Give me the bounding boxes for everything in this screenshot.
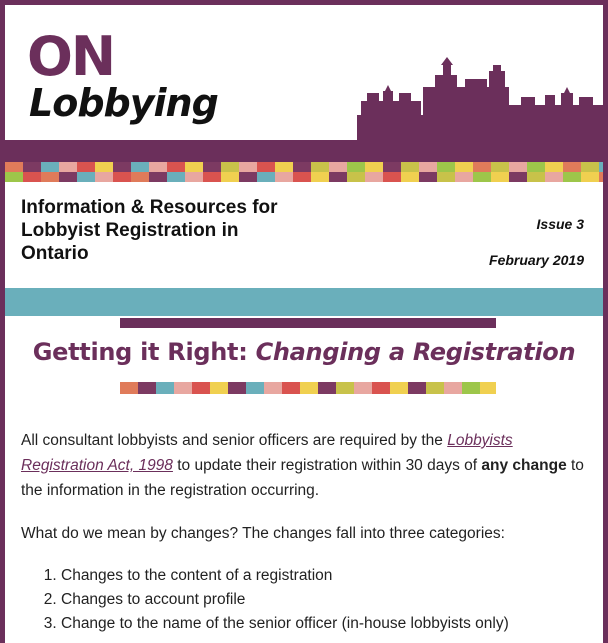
mosaic-tile — [401, 172, 419, 182]
mosaic-tile — [383, 162, 401, 172]
mosaic-tile — [462, 382, 480, 394]
mosaic-tile — [426, 382, 444, 394]
mosaic-tile — [563, 172, 581, 182]
mosaic-tile — [491, 172, 509, 182]
mosaic-tile — [311, 162, 329, 172]
mosaic-tile — [131, 162, 149, 172]
mosaic-tile — [329, 172, 347, 182]
intro-text-middle: to update their registration within 30 days of — [172, 457, 482, 474]
mosaic-tile — [239, 172, 257, 182]
logo-lobbying: Lobbying — [29, 81, 218, 125]
mosaic-tile — [282, 382, 300, 394]
mosaic-tile — [203, 172, 221, 182]
mosaic-tile — [365, 172, 383, 182]
mosaic-tile — [473, 162, 491, 172]
list-item: 2. Changes to account profile — [61, 588, 591, 612]
mosaic-tile — [275, 162, 293, 172]
mosaic-tile — [167, 162, 185, 172]
mosaic-tile — [239, 162, 257, 172]
mosaic-tile — [275, 172, 293, 182]
mosaic-tile — [221, 172, 239, 182]
mosaic-tile — [563, 162, 581, 172]
mosaic-tile — [455, 162, 473, 172]
section-title-plain: Getting it Right: — [32, 338, 256, 366]
mosaic-tile — [491, 162, 509, 172]
mosaic-tile — [336, 382, 354, 394]
mosaic-tile — [354, 382, 372, 394]
mosaic-tile — [264, 382, 282, 394]
mosaic-tile — [527, 172, 545, 182]
mosaic-tile — [95, 172, 113, 182]
change-categories-list — [21, 564, 591, 636]
mosaic-tile — [246, 382, 264, 394]
section-rule — [120, 318, 496, 328]
mosaic-tile — [120, 382, 138, 394]
mosaic-tile — [365, 162, 383, 172]
mosaic-tile — [390, 382, 408, 394]
mosaic-tile — [149, 162, 167, 172]
mosaic-tile — [480, 382, 496, 394]
mosaic-tile — [167, 172, 185, 182]
mosaic-tile — [347, 172, 365, 182]
section-title — [5, 338, 603, 366]
mosaic-tile — [581, 172, 599, 182]
mosaic-tile — [545, 172, 563, 182]
mosaic-tile — [444, 382, 462, 394]
mosaic-tile — [113, 162, 131, 172]
mosaic-tile — [59, 162, 77, 172]
mosaic-tile — [221, 162, 239, 172]
publication-header — [5, 184, 603, 288]
mosaic-tile — [318, 382, 336, 394]
mosaic-tile — [149, 172, 167, 182]
mosaic-tile — [156, 382, 174, 394]
mosaic-tile — [372, 382, 390, 394]
mosaic-tile — [437, 172, 455, 182]
mosaic-tile — [77, 172, 95, 182]
paragraph-intro — [21, 428, 591, 503]
mosaic-tile — [228, 382, 246, 394]
intro-text: All consultant lobbyists and senior officers are required by the — [21, 432, 448, 449]
mosaic-tile — [408, 382, 426, 394]
mosaic-tile — [347, 162, 365, 172]
mosaic-tile — [257, 162, 275, 172]
mosaic-tile — [527, 162, 545, 172]
mosaic-tile — [293, 162, 311, 172]
paragraph-changes: What do we mean by changes? The changes fall into three categories: — [21, 525, 505, 542]
mosaic-tile — [293, 172, 311, 182]
act-link[interactable]: Lobbyists Registration Act, 1998 — [21, 432, 513, 474]
mosaic-tile — [23, 172, 41, 182]
mosaic-tile — [138, 382, 156, 394]
mosaic-tile — [300, 382, 318, 394]
mosaic-tile — [509, 172, 527, 182]
mosaic-tile — [509, 162, 527, 172]
header-band — [5, 140, 603, 162]
mosaic-tile — [113, 172, 131, 182]
mosaic-tile — [41, 162, 59, 172]
section-title-italic: Changing a Registration — [255, 338, 576, 366]
mosaic-tile — [599, 162, 603, 172]
mosaic-tile — [95, 162, 113, 172]
mosaic-tile — [203, 162, 221, 172]
publication-title: Information & Resources for Lobbyist Registration in Ontario — [21, 197, 278, 264]
intro-text-end: to the information in the registration occurring. — [21, 457, 584, 499]
mosaic-tile — [185, 172, 203, 182]
mosaic-tile — [59, 172, 77, 182]
mosaic-tile — [23, 162, 41, 172]
mosaic-tile — [329, 162, 347, 172]
mosaic-tile — [185, 162, 203, 172]
issue-number: Issue 3 — [536, 216, 584, 232]
emphasis-any-change: any change — [481, 457, 567, 474]
mosaic-tile — [257, 172, 275, 182]
logo-on: ON — [27, 25, 115, 88]
mosaic-tile — [5, 162, 23, 172]
mosaic-tile — [311, 172, 329, 182]
mosaic-tile — [5, 172, 23, 182]
issue-date: February 2019 — [489, 252, 584, 268]
mosaic-tile — [419, 162, 437, 172]
mosaic-tile — [131, 172, 149, 182]
mosaic-tile — [455, 172, 473, 182]
mosaic-tile — [545, 162, 563, 172]
mosaic-tile — [599, 172, 603, 182]
mosaic-tile — [383, 172, 401, 182]
mosaic-tile — [419, 172, 437, 182]
mosaic-tile — [473, 172, 491, 182]
mosaic-tile — [77, 162, 95, 172]
article-body — [21, 428, 591, 636]
teal-divider — [5, 288, 603, 316]
mosaic-tile — [401, 162, 419, 172]
mosaic-tile — [174, 382, 192, 394]
mosaic-tile — [581, 162, 599, 172]
list-item: 3. Change to the name of the senior officer (in-house lobbyists only) — [61, 612, 591, 636]
mosaic-tile — [210, 382, 228, 394]
mosaic-tile — [41, 172, 59, 182]
mosaic-tile — [437, 162, 455, 172]
mosaic-tile — [192, 382, 210, 394]
list-item: 1. Changes to the content of a registration — [61, 564, 591, 588]
mosaic-strip-section — [120, 382, 496, 394]
mosaic-strip-top — [5, 162, 603, 182]
